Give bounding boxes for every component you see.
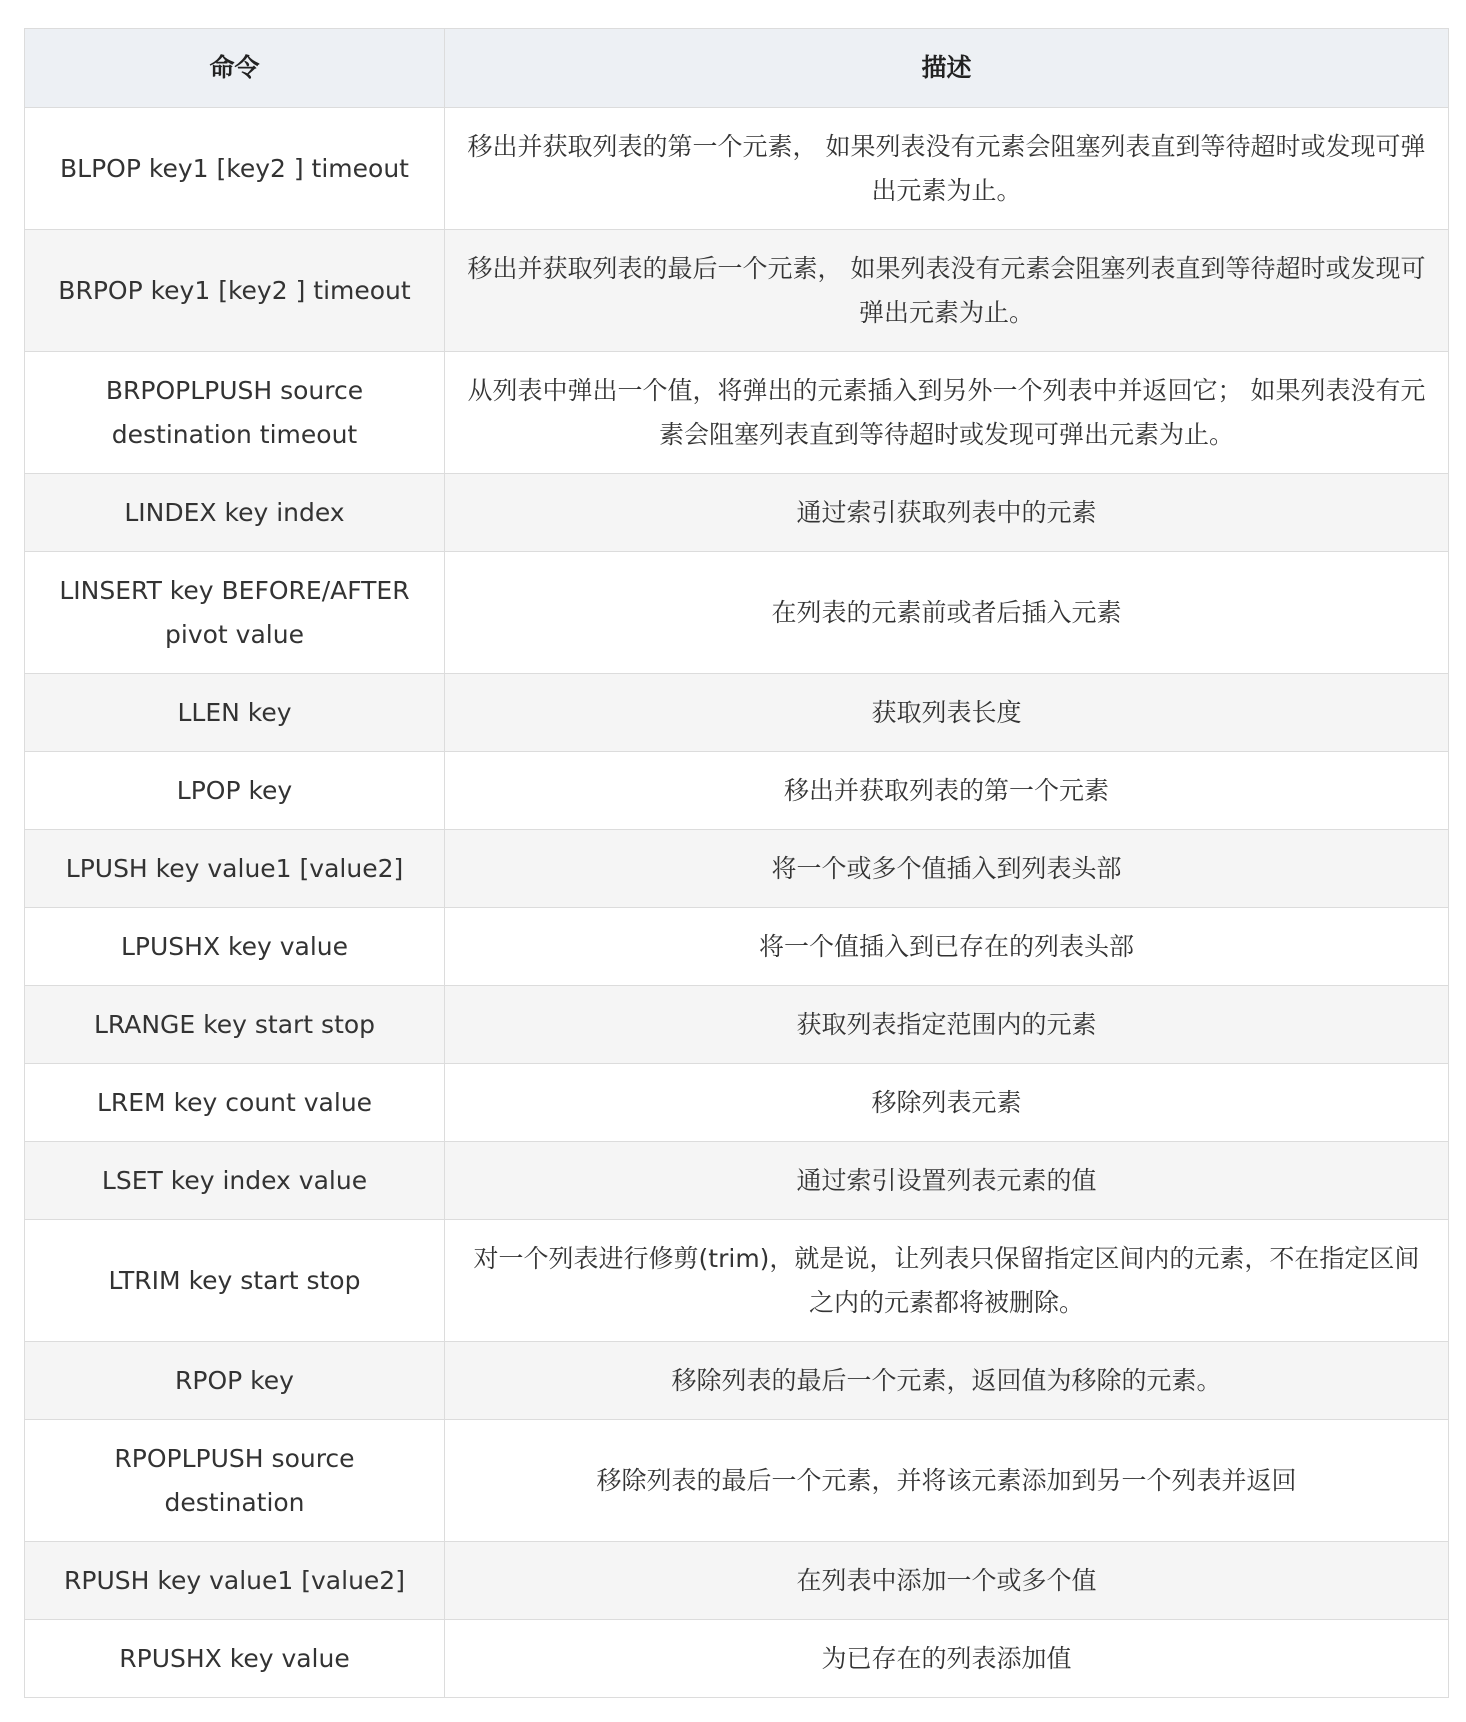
table-header [25, 29, 1449, 108]
table-row [25, 1342, 1449, 1420]
table-row [25, 752, 1449, 830]
command-cell: BRPOPLPUSH source destination timeout [25, 352, 445, 474]
description-cell: 将一个值插入到已存在的列表头部 [445, 908, 1449, 986]
table-row [25, 986, 1449, 1064]
description-cell: 为已存在的列表添加值 [445, 1620, 1449, 1698]
table-row [25, 1542, 1449, 1620]
description-cell: 移出并获取列表的第一个元素 [445, 752, 1449, 830]
table-row [25, 830, 1449, 908]
column-header-command: 命令 [25, 29, 445, 108]
table-row [25, 1220, 1449, 1342]
table-row [25, 1420, 1449, 1542]
command-cell: RPOPLPUSH source destination [25, 1420, 445, 1542]
table-row [25, 108, 1449, 230]
redis-list-commands-table [24, 28, 1449, 1698]
table-row [25, 474, 1449, 552]
column-header-description: 描述 [445, 29, 1449, 108]
table-body [25, 108, 1449, 1698]
command-cell: LINDEX key index [25, 474, 445, 552]
table-row [25, 230, 1449, 352]
table-row [25, 1142, 1449, 1220]
command-cell: RPUSH key value1 [value2] [25, 1542, 445, 1620]
command-cell: LREM key count value [25, 1064, 445, 1142]
table-row [25, 552, 1449, 674]
description-cell: 移出并获取列表的第一个元素， 如果列表没有元素会阻塞列表直到等待超时或发现可弹出元素为止。 [445, 108, 1449, 230]
table-header-row [25, 29, 1449, 108]
command-cell: LLEN key [25, 674, 445, 752]
command-cell: RPUSHX key value [25, 1620, 445, 1698]
description-cell: 通过索引设置列表元素的值 [445, 1142, 1449, 1220]
command-cell: LPUSH key value1 [value2] [25, 830, 445, 908]
command-cell: LRANGE key start stop [25, 986, 445, 1064]
description-cell: 在列表中添加一个或多个值 [445, 1542, 1449, 1620]
description-cell: 将一个或多个值插入到列表头部 [445, 830, 1449, 908]
command-cell: LINSERT key BEFORE/AFTER pivot value [25, 552, 445, 674]
description-cell: 移除列表的最后一个元素，返回值为移除的元素。 [445, 1342, 1449, 1420]
command-cell: LTRIM key start stop [25, 1220, 445, 1342]
description-cell: 获取列表指定范围内的元素 [445, 986, 1449, 1064]
table-row [25, 1064, 1449, 1142]
description-cell: 获取列表长度 [445, 674, 1449, 752]
description-cell: 移除列表的最后一个元素，并将该元素添加到另一个列表并返回 [445, 1420, 1449, 1542]
command-cell: BRPOP key1 [key2 ] timeout [25, 230, 445, 352]
description-cell: 在列表的元素前或者后插入元素 [445, 552, 1449, 674]
command-cell: BLPOP key1 [key2 ] timeout [25, 108, 445, 230]
command-cell: RPOP key [25, 1342, 445, 1420]
description-cell: 通过索引获取列表中的元素 [445, 474, 1449, 552]
table-row [25, 352, 1449, 474]
description-cell: 移出并获取列表的最后一个元素， 如果列表没有元素会阻塞列表直到等待超时或发现可弹出元素为止。 [445, 230, 1449, 352]
description-cell: 从列表中弹出一个值，将弹出的元素插入到另外一个列表中并返回它； 如果列表没有元素会阻塞列表直到等待超时或发现可弹出元素为止。 [445, 352, 1449, 474]
description-cell: 对一个列表进行修剪(trim)，就是说，让列表只保留指定区间内的元素，不在指定区间之内的元素都将被删除。 [445, 1220, 1449, 1342]
command-cell: LSET key index value [25, 1142, 445, 1220]
table-row [25, 674, 1449, 752]
table-row [25, 1620, 1449, 1698]
table-row [25, 908, 1449, 986]
command-cell: LPOP key [25, 752, 445, 830]
description-cell: 移除列表元素 [445, 1064, 1449, 1142]
redis-list-commands-table-container [24, 28, 1448, 1698]
command-cell: LPUSHX key value [25, 908, 445, 986]
